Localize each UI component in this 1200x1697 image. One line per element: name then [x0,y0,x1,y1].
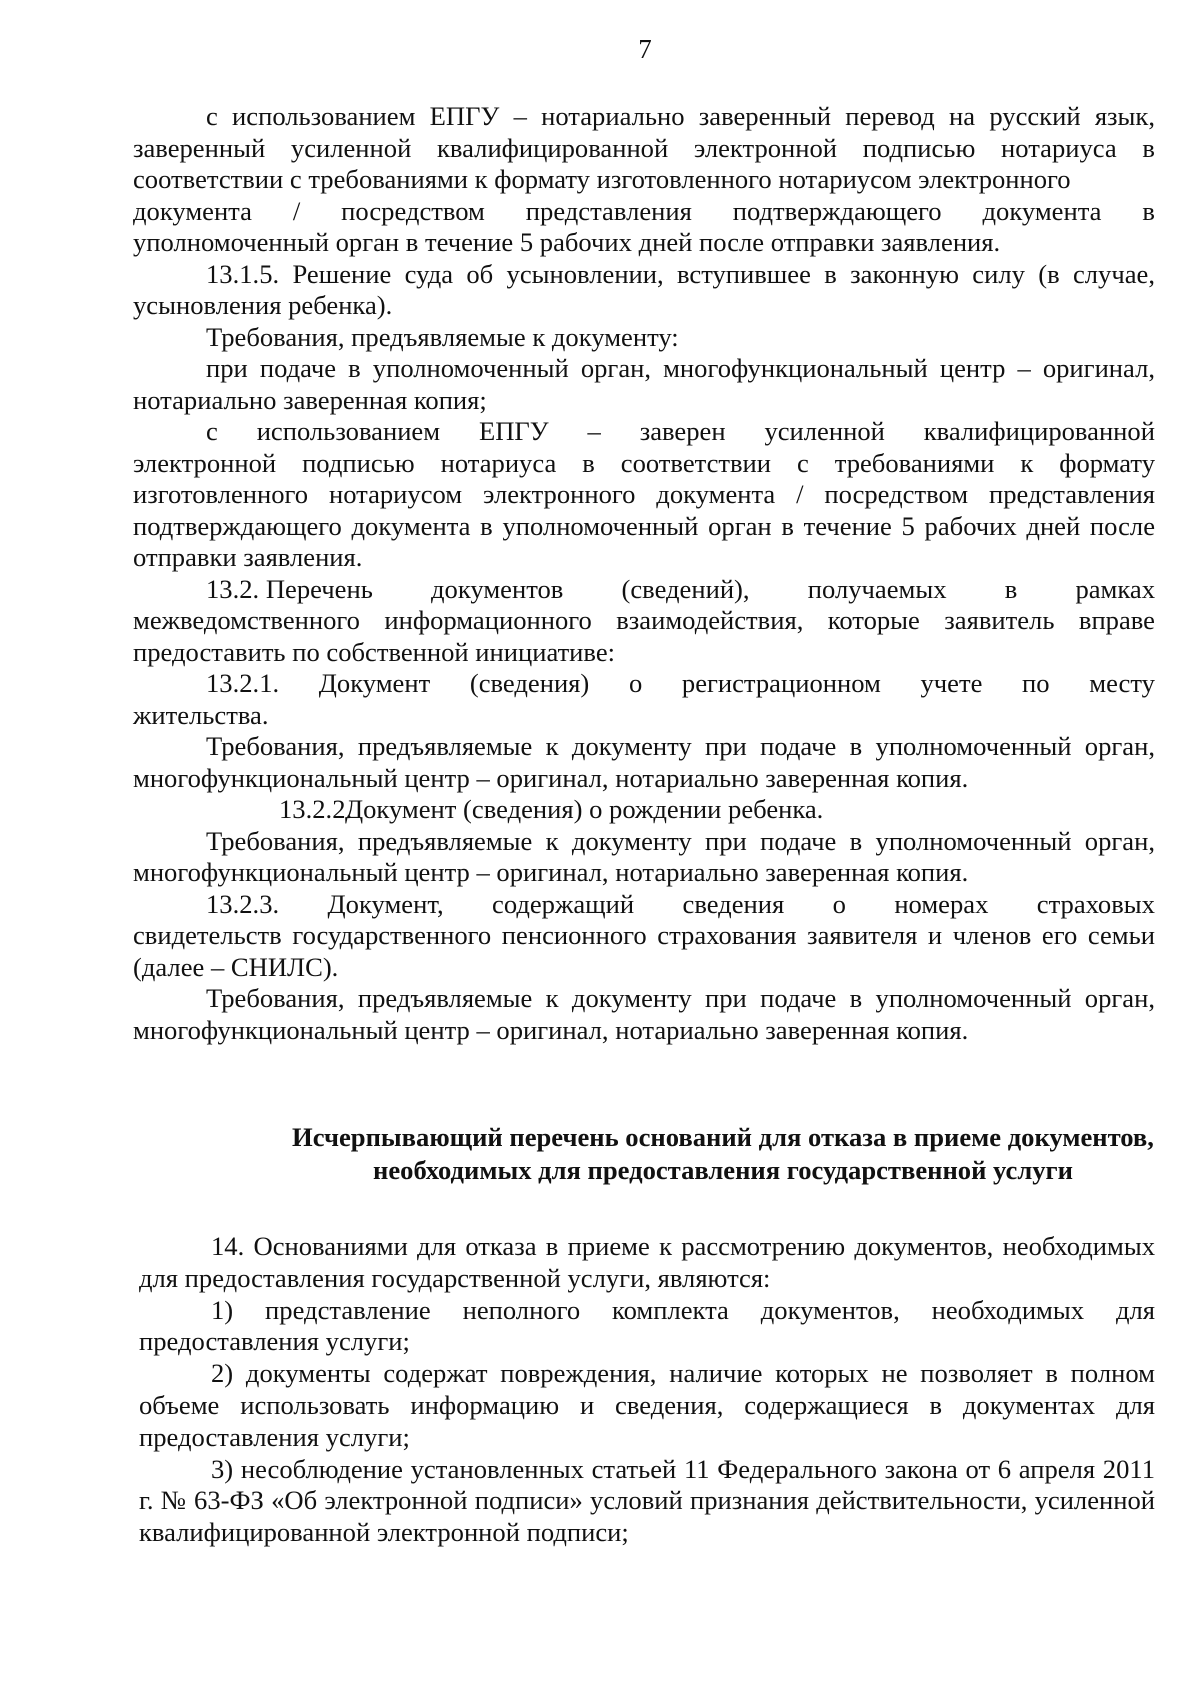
list-item-1: 1) представление неполного комплекта документов, необходимых для предоставления услуги; [139,1294,1155,1357]
word: квалифицированной [923,416,1155,446]
word: представления [525,195,692,226]
paragraph-requirements-4: Требования, предъявляемые к документу при подаче в уполномоченный орган, многофункциональный центр – оригинал, нотариально заверенная копия. [133,983,1155,1045]
paragraph-requirements-1a: при подаче в уполномоченный орган, многофункциональный центр – оригинал, нотариально заверенная копия; [133,353,1155,415]
word: 13.2.1. [206,668,280,698]
word: страховых [1036,888,1155,919]
word: использованием [256,416,441,446]
word: – [587,416,601,446]
document-body-upper [133,101,1155,1046]
word: номерах [894,888,989,919]
item-number: 13.2.2. [279,794,353,824]
paragraph-13-2-3-rest: свидетельств государственного пенсионного страхования заявителя и членов его семьи (далее – СНИЛС). [133,920,1155,982]
word: о [832,888,846,919]
word: получаемых [807,573,947,604]
word: ЕПГУ [478,416,549,446]
word: с [206,416,218,446]
paragraph-13-2-rest: межведомственного информационного взаимодействия, которые заявитель вправе предоставить по собственной инициативе: [133,605,1155,667]
paragraph-14: 14. Основаниями для отказа в приеме к рассмотрению документов, необходимых для предоставления государственной услуги, являются: [139,1231,1155,1293]
justified-line-intro-tail [133,196,1155,228]
word: документов [431,573,564,604]
word: документа [982,195,1102,226]
paragraph-intro-end: уполномоченный орган в течение 5 рабочих дней после отправки заявления. [133,227,1001,257]
justified-line-13-2-3 [133,889,1155,921]
word: документа [133,195,252,226]
document-body-lower [139,1231,1155,1549]
paragraph-requirements-2: Требования, предъявляемые к документу при подаче в уполномоченный орган, многофункциональный центр – оригинал, нотариально заверенная копия. [133,731,1155,793]
word: 13.2. Перечень [206,573,373,604]
paragraph-requirements-1: Требования, предъявляемые к документу: [206,321,679,352]
word: посредством [341,195,485,226]
word: о [628,668,643,698]
word: заверен [639,416,726,446]
list-item-3: 3) несоблюдение установленных статьей 11 Федерального закона от 6 апреля 2011 г. № 63-ФЗ «Об электронной подписи» условий признания действительности, усиленной квалифицированной электронной подписи; [139,1453,1155,1548]
justified-line-13-2 [133,574,1155,606]
word: подтверждающего [732,195,942,226]
word: содержащий [492,888,635,919]
word: регистрационном [681,668,881,698]
word: / [292,195,301,226]
paragraph-13-2-2 [133,794,1155,826]
word: учете [920,668,983,698]
heading-line-2: необходимых для предоставления государственной услуги [373,1155,1073,1185]
word: в [1142,195,1155,226]
word: (сведения) [469,668,590,698]
item-text: Документ (сведения) о рождении ребенка. [345,794,824,824]
paragraph-13-1-5: 13.1.5. Решение суда об усыновлении, вступившее в законную силу (в случае, усыновления ребенка). [133,258,1155,320]
word: усиленной [764,416,885,446]
section-heading [133,1121,1200,1187]
paragraph-intro: с использованием ЕПГУ – нотариально заверенный перевод на русский язык, заверенный усиленной квалифицированной электронной подписью нотариуса в соответствии с требованиями к формату изготовленного нотариусом электронного [133,101,1155,194]
word: рамках [1075,573,1155,604]
paragraph-13-2-1-rest: жительства. [133,699,269,730]
paragraph-requirements-3: Требования, предъявляемые к документу при подаче в уполномоченный орган, многофункциональный центр – оригинал, нотариально заверенная копия. [133,825,1155,887]
word: месту [1089,668,1155,698]
word: (сведений), [621,573,750,604]
heading-line-1: Исчерпывающий перечень оснований для отказа в приеме документов, [292,1122,1154,1152]
word: в [1004,573,1018,604]
word: сведения [682,888,785,919]
word: по [1022,668,1050,698]
paragraph-requirements-1b-rest: электронной подписью нотариуса в соответствии с требованиями к формату изготовленного нотариусом электронного документа / посредством представления подтверждающего документа в уполномоченный орган в течение 5 рабочих дней после отправки заявления. [133,447,1155,572]
list-item-2: 2) документы содержат повреждения, наличие которых не позволяет в полном объеме использовать информацию и сведения, содержащиеся в документах для предоставления услуги; [139,1358,1155,1452]
page-number: 7 [638,34,652,64]
justified-line-req1b [133,416,1155,448]
word: Документ, [327,888,444,919]
justified-line-13-2-1 [133,668,1155,700]
word: Документ [318,668,431,698]
word: 13.2.3. [206,888,280,919]
